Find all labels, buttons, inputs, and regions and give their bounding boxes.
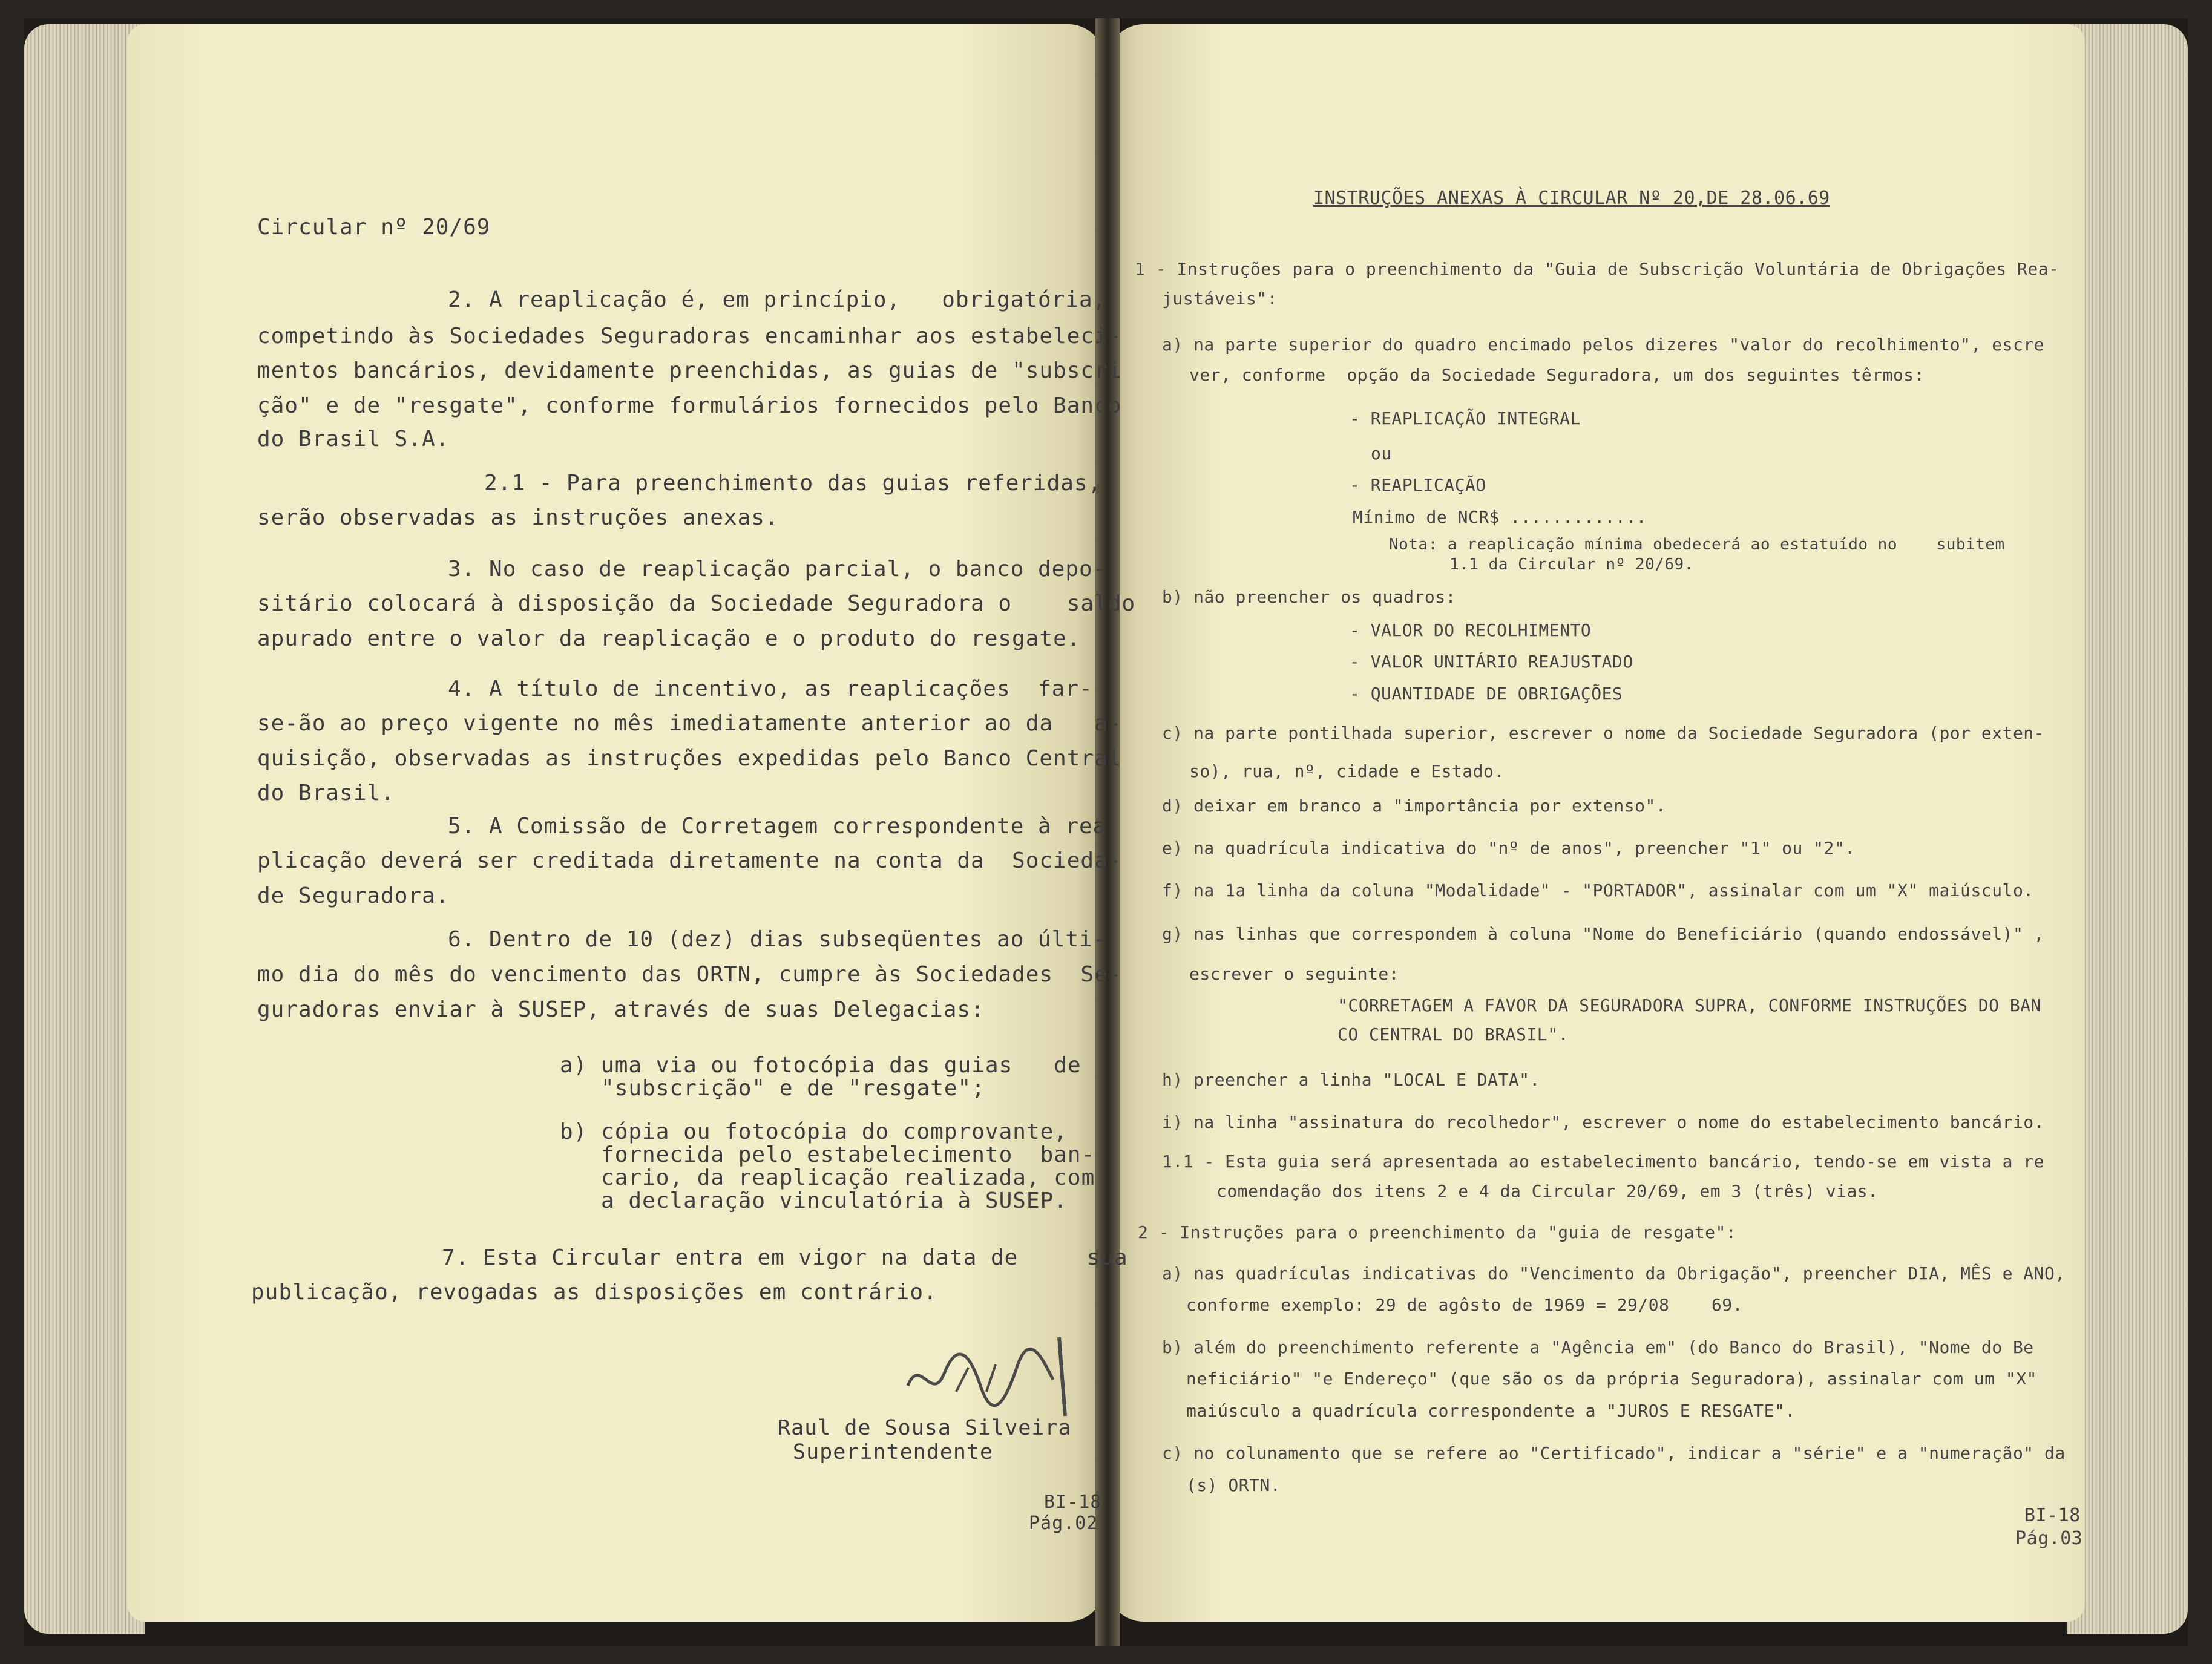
instruction-line: justáveis": bbox=[1162, 289, 1278, 309]
paragraph-line: guradoras enviar à SUSEP, através de suas Delegacias: bbox=[257, 997, 985, 1022]
instruction-line: e) na quadrícula indicativa do "nº de anos", preencher "1" ou "2". bbox=[1162, 838, 1856, 858]
paragraph-line: do Brasil S.A. bbox=[257, 427, 450, 451]
page-code: BI-18 bbox=[1044, 1492, 1102, 1513]
instruction-line: a) na parte superior do quadro encimado pelos dizeres "valor do recolhimento", escre bbox=[1162, 335, 2045, 355]
instruction-line: 1 - Instruções para o preenchimento da "Guia de Subscrição Voluntária de Obrigações Rea- bbox=[1135, 259, 2059, 279]
paragraph-line: do Brasil. bbox=[257, 781, 395, 805]
instruction-line: b) além do preenchimento referente a "Agência em" (do Banco do Brasil), "Nome do Be bbox=[1162, 1337, 2034, 1357]
list-item: fornecida pelo estabelecimento ban- bbox=[560, 1142, 1095, 1167]
instruction-line: h) preencher a linha "LOCAL E DATA". bbox=[1162, 1070, 1540, 1090]
signature-title: Superintendente bbox=[793, 1440, 994, 1464]
instruction-line: - REAPLICAÇÃO INTEGRAL bbox=[1350, 408, 1581, 428]
list-item: a) uma via ou fotocópia das guias de bbox=[560, 1053, 1081, 1078]
instruction-line: Nota: a reaplicação mínima obedecerá ao estatuído no subitem bbox=[1389, 536, 2005, 554]
paragraph-line: ção" e de "resgate", conforme formulários fornecidos pelo Banco bbox=[257, 393, 1122, 418]
instructions-title: INSTRUÇÕES ANEXAS À CIRCULAR Nº 20,DE 28.06.69 bbox=[1313, 188, 1830, 209]
paragraph-line: 4. A título de incentivo, as reaplicações far- bbox=[448, 676, 1093, 701]
paragraph-line: quisição, observadas as instruções expedidas pelo Banco Central bbox=[257, 746, 1122, 771]
instruction-line: Mínimo de NCR$ ............. bbox=[1353, 507, 1647, 527]
paragraph-line: 3. No caso de reaplicação parcial, o banco depo- bbox=[448, 557, 1107, 581]
handwritten-signature bbox=[896, 1331, 1083, 1422]
paragraph-line: 2. A reaplicação é, em princípio, obrigatória, bbox=[448, 287, 1107, 312]
instruction-line: c) no colunamento que se refere ao "Certificado", indicar a "série" e a "numeração" da bbox=[1162, 1443, 2066, 1463]
signature-name: Raul de Sousa Silveira bbox=[778, 1416, 1072, 1440]
instruction-line: maiúsculo a quadrícula correspondente a "JUROS E RESGATE". bbox=[1186, 1401, 1796, 1421]
instruction-line: conforme exemplo: 29 de agôsto de 1969 = 29/08 69. bbox=[1186, 1295, 1743, 1315]
paragraph-line: 6. Dentro de 10 (dez) dias subseqüentes ao últi- bbox=[448, 927, 1107, 952]
instruction-line: c) na parte pontilhada superior, escrever o nome da Sociedade Seguradora (por exten- bbox=[1162, 723, 2045, 743]
paragraph-line: 5. A Comissão de Corretagem correspondente à rea bbox=[448, 814, 1107, 839]
paragraph-line: mo dia do mês do vencimento das ORTN, cumpre às Sociedades Se- bbox=[257, 962, 1122, 987]
paragraph-line: competindo às Sociedades Seguradoras encaminhar aos estabeleci- bbox=[257, 324, 1122, 349]
list-item: a declaração vinculatória à SUSEP. bbox=[560, 1188, 1068, 1213]
instruction-line: "CORRETAGEM A FAVOR DA SEGURADORA SUPRA, CONFORME INSTRUÇÕES DO BAN bbox=[1337, 995, 2041, 1015]
instruction-line: ou bbox=[1371, 444, 1392, 463]
instruction-line: i) na linha "assinatura do recolhedor", escrever o nome do estabelecimento bancário. bbox=[1162, 1112, 2045, 1132]
instruction-line: ver, conforme opção da Sociedade Seguradora, um dos seguintes têrmos: bbox=[1189, 365, 1925, 385]
list-item: b) cópia ou fotocópia do comprovante, bbox=[560, 1119, 1068, 1144]
paragraph-line: apurado entre o valor da reaplicação e o produto do resgate. bbox=[257, 626, 1081, 651]
paragraph-line: sitário colocará à disposição da Sociedade Seguradora o saldo bbox=[257, 591, 1136, 616]
page-number: Pág.03 bbox=[2015, 1528, 2083, 1549]
instruction-line: - VALOR DO RECOLHIMENTO bbox=[1350, 620, 1592, 640]
instruction-line: - REAPLICAÇÃO bbox=[1350, 475, 1486, 495]
paragraph-line: se-ão ao preço vigente no mês imediatamente anterior ao da a- bbox=[257, 711, 1122, 736]
paragraph-line: plicação deverá ser creditada diretamente na conta da Socieda- bbox=[257, 848, 1122, 873]
circular-header: Circular nº 20/69 bbox=[257, 215, 491, 240]
paragraph-line: de Seguradora. bbox=[257, 883, 450, 908]
instruction-line: CO CENTRAL DO BRASIL". bbox=[1337, 1024, 1569, 1044]
instruction-line: comendação dos itens 2 e 4 da Circular 20/69, em 3 (três) vias. bbox=[1216, 1181, 1879, 1201]
instruction-line: b) não preencher os quadros: bbox=[1162, 587, 1457, 607]
page-number: Pág.02 bbox=[1029, 1513, 1098, 1534]
instruction-line: escrever o seguinte: bbox=[1189, 964, 1400, 984]
instruction-line: - QUANTIDADE DE OBRIGAÇÕES bbox=[1350, 684, 1623, 704]
instruction-line: d) deixar em branco a "importância por extenso". bbox=[1162, 796, 1667, 816]
page-code: BI-18 bbox=[2024, 1505, 2081, 1526]
right-page-edges bbox=[2067, 24, 2188, 1634]
instruction-line: - VALOR UNITÁRIO REAJUSTADO bbox=[1350, 652, 1633, 672]
paragraph-line: serão observadas as instruções anexas. bbox=[257, 505, 779, 530]
instruction-line: f) na 1a linha da coluna "Modalidade" - "PORTADOR", assinalar com um "X" maiúsculo. bbox=[1162, 880, 2034, 900]
list-item: cario, da reaplicação realizada, com bbox=[560, 1165, 1095, 1190]
instruction-line: (s) ORTN. bbox=[1186, 1475, 1281, 1495]
instruction-line: so), rua, nº, cidade e Estado. bbox=[1189, 761, 1505, 781]
instruction-line: 2 - Instruções para o preenchimento da "guia de resgate": bbox=[1138, 1222, 1737, 1242]
paragraph-line: 7. Esta Circular entra em vigor na data de sua bbox=[442, 1245, 1128, 1270]
instruction-line: a) nas quadrículas indicativas do "Vencimento da Obrigação", preencher DIA, MÊS e ANO, bbox=[1162, 1263, 2066, 1283]
instruction-line: 1.1 - Esta guia será apresentada ao estabelecimento bancário, tendo-se em vista a re bbox=[1162, 1151, 2045, 1171]
paragraph-line: publicação, revogadas as disposições em contrário. bbox=[251, 1280, 937, 1305]
instruction-line: 1.1 da Circular nº 20/69. bbox=[1449, 555, 1694, 574]
paragraph-line: 2.1 - Para preenchimento das guias referidas, bbox=[484, 471, 1102, 496]
instruction-line: g) nas linhas que correspondem à coluna "Nome do Beneficiário (quando endossável)" , bbox=[1162, 924, 2045, 944]
paragraph-line: mentos bancários, devidamente preenchidas, as guias de "subscri bbox=[257, 358, 1122, 383]
list-item: "subscrição" e de "resgate"; bbox=[560, 1076, 985, 1101]
instruction-line: neficiário" "e Endereço" (que são os da própria Seguradora), assinalar com um "X" bbox=[1186, 1369, 2037, 1389]
